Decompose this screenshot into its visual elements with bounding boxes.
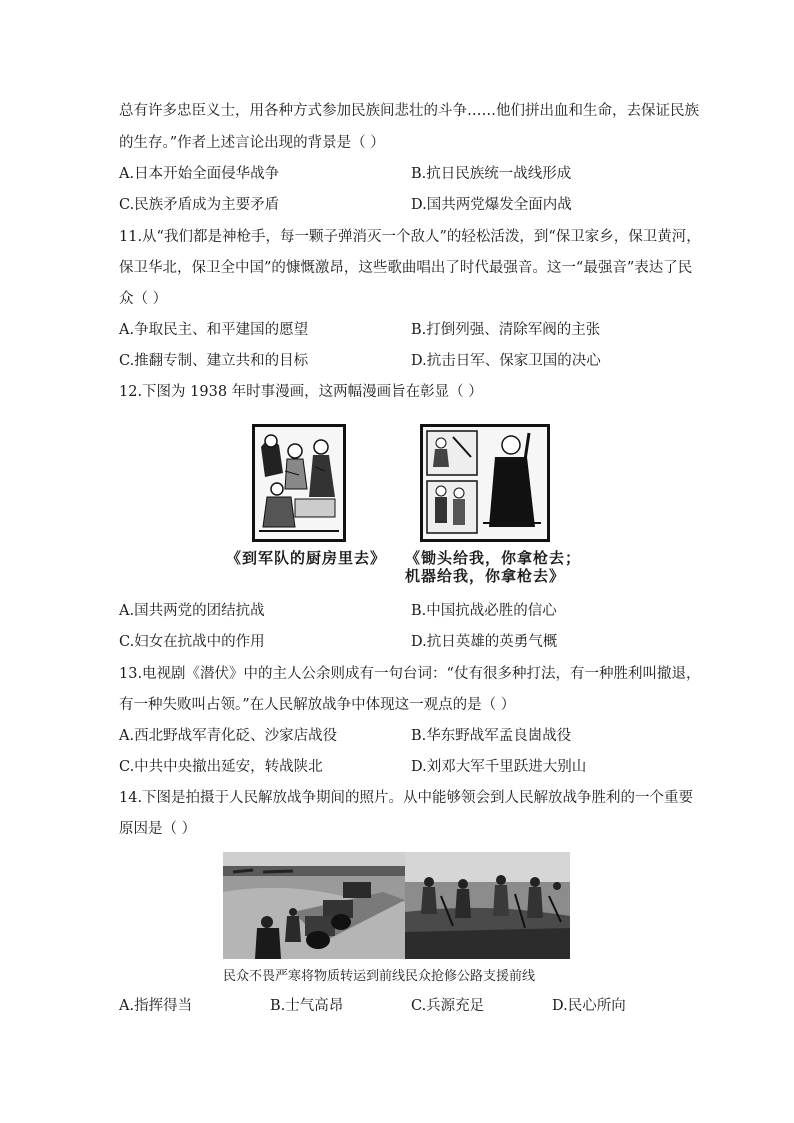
q11-stem-line3: 众（ ）: [119, 291, 168, 307]
photo-repair-road: [405, 852, 570, 959]
q14-option-b: B.士气高昂: [270, 998, 344, 1014]
q10-stem-line1: 总有许多忠臣义士，用各种方式参加民族间悲壮的斗争……他们拼出血和生命，去保证民族: [119, 103, 699, 119]
q11-option-b: B.打倒列强、清除军阀的主张: [411, 322, 601, 338]
q12-option-a: A.国共两党的团结抗战: [119, 603, 265, 619]
photo-caption: 民众不畏严寒将物质转运到前线民众抢修公路支援前线: [223, 969, 536, 984]
cartoon-kitchen-image: [252, 424, 346, 542]
q12-option-b: B.中国抗战必胜的信心: [411, 603, 557, 619]
q11-stem-line1: 11.从“我们都是神枪手，每一颗子弹消灭一个敌人”的轻松活泼，到“保卫家乡，保卫黄河，: [119, 229, 701, 245]
cartoon-hoe-gun-caption-line1: 《锄头给我，你拿枪去；: [405, 549, 582, 567]
q10-option-c: C.民族矛盾成为主要矛盾: [119, 197, 280, 213]
q10-stem-line2: 的生存。”作者上述言论出现的背景是（ ）: [119, 135, 385, 151]
q13-option-b: B.华东野战军孟良崮战役: [411, 728, 572, 744]
q13-stem-line2: 有一种失败叫占领。”在人民解放战争中体现这一观点的是（ ）: [119, 697, 516, 713]
q14-option-d: D.民心所向: [552, 998, 626, 1014]
cartoon-hoe-gun-caption-line2: 机器给我，你拿枪去》: [405, 567, 566, 585]
q12-option-c: C.妇女在抗战中的作用: [119, 634, 265, 650]
q12-stem: 12.下图为 1938 年时事漫画，这两幅漫画旨在彰显（ ）: [119, 384, 483, 400]
q11-stem-line2: 保卫华北，保卫全中国”的慷慨激昂，这些歌曲唱出了时代最强音。这一“最强音”表达了民: [119, 260, 693, 276]
q14-stem-line1: 14.下图是拍摄于人民解放战争期间的照片。从中能够领会到人民解放战争胜利的一个重要: [119, 790, 694, 806]
q12-option-d: D.抗日英雄的英勇气概: [411, 634, 558, 650]
q14-option-c: C.兵源充足: [411, 998, 485, 1014]
q11-option-d: D.抗击日军、保家卫国的决心: [411, 353, 601, 369]
q13-option-d: D.刘邓大军千里跃进大别山: [411, 759, 587, 775]
q10-option-a: A.日本开始全面侵华战争: [119, 166, 280, 182]
q13-stem-line1: 13.电视剧《潜伏》中的主人公余则成有一句台词：“仗有很多种打法，有一种胜利叫撤退，: [119, 666, 701, 682]
q13-option-a: A.西北野战军青化砭、沙家店战役: [119, 728, 338, 744]
q14-option-a: A.指挥得当: [119, 998, 193, 1014]
q11-option-a: A.争取民主、和平建国的愿望: [119, 322, 309, 338]
q14-stem-line2: 原因是（ ）: [119, 821, 197, 837]
photo-transport-supplies: [223, 852, 405, 959]
cartoon-kitchen-caption: 《到军队的厨房里去》: [226, 549, 387, 567]
q10-option-b: B.抗日民族统一战线形成: [411, 166, 572, 182]
cartoon-hoe-gun-image: [420, 424, 550, 542]
q10-option-d: D.国共两党爆发全面内战: [411, 197, 572, 213]
q13-option-c: C.中共中央撤出延安，转战陕北: [119, 759, 323, 775]
q11-option-c: C.推翻专制、建立共和的目标: [119, 353, 309, 369]
